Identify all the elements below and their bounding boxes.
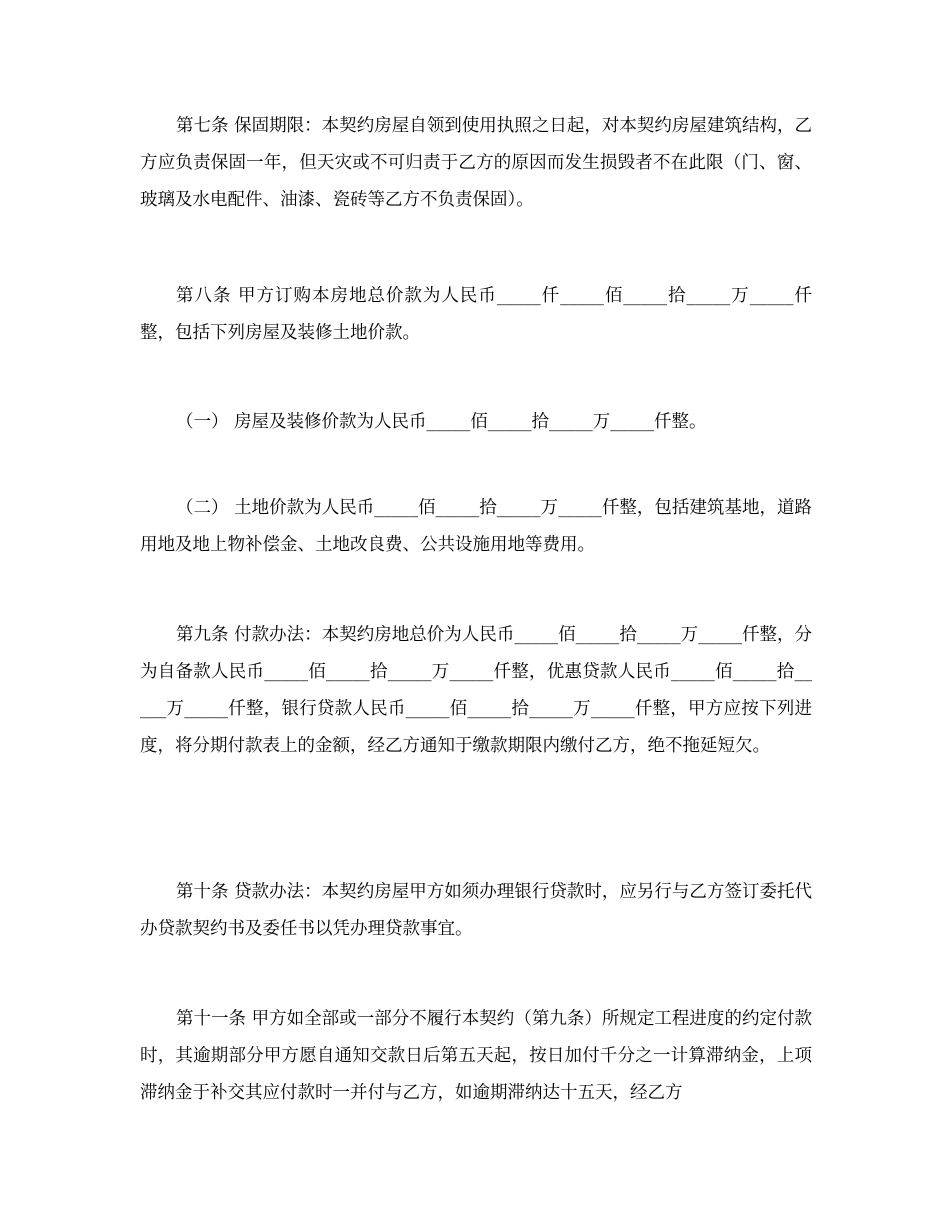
article-7-warranty-period: 第七条 保固期限：本契约房屋自领到使用执照之日起，对本契约房屋建筑结构，乙方应负责保固一年，但天灾或不可归责于乙方的原因而发生损毁者不在此限（门、窗、玻璃及水电配件、油漆、瓷砖等乙方不负责保固）。 [140, 116, 812, 210]
article-10-loan-method: 第十条 贷款办法：本契约房屋甲方如须办理银行贷款时，应另行与乙方签订委托代办贷款契约书及委任书以凭办理贷款事宜。 [140, 882, 812, 939]
article-8-item-2-land-price: （二） 土地价款为人民币_____佰_____拾_____万_____仟整，包括建筑基地，道路用地及地上物补偿金、土地改良费、公共设施用地等费用。 [140, 498, 812, 555]
article-11-late-payment: 第十一条 甲方如全部或一部分不履行本契约（第九条）所规定工程进度的约定付款时，其逾期部分甲方愿自通知交款日后第五天起，按日加付千分之一计算滞纳金，上项滞纳金于补交其应付款时一并付与乙方，如逾期滞纳达十五天，经乙方 [140, 1009, 812, 1103]
article-8-item-1-house-price: （一） 房屋及装修价款为人民币_____佰_____拾_____万_____仟整。 [176, 412, 707, 432]
article-8-total-price: 第八条 甲方订购本房地总价款为人民币_____仟_____佰_____拾_____万_____仟整，包括下列房屋及装修土地价款。 [140, 286, 812, 343]
article-9-payment-method: 第九条 付款办法：本契约房地总价为人民币_____佰_____拾_____万_____仟整，分为自备款人民币_____佰_____拾_____万_____仟整，优惠贷款人民币_____佰_____拾_____万_____仟整，银行贷款人民币_____佰_____拾_____万_____仟整，甲方应按下列进度，将分期付款表上的金额，经乙方通知于缴款期限内缴付乙方，绝不拖延短欠。 [140, 625, 812, 756]
